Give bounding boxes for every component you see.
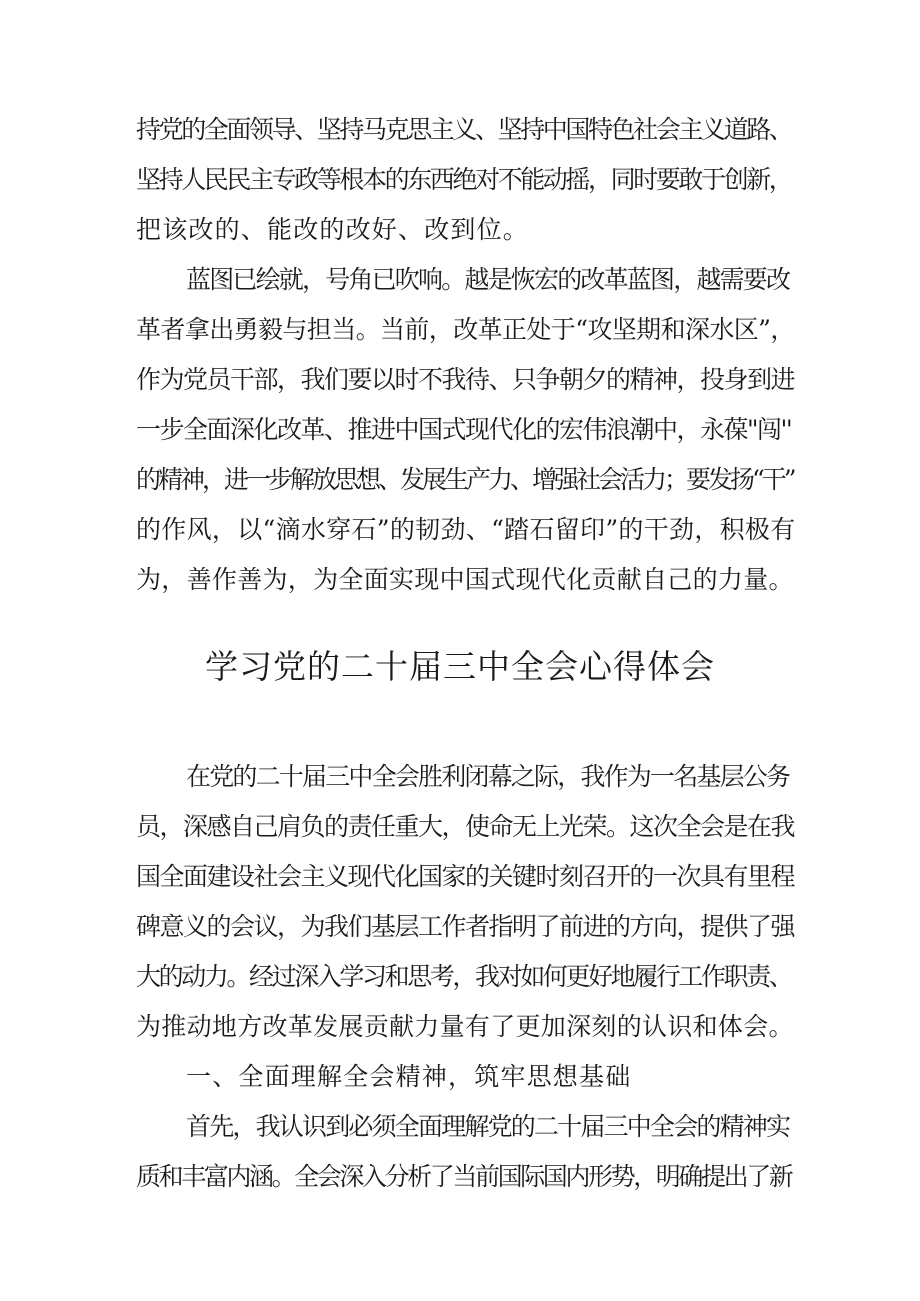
- paragraph-line: 把该改的、能改的改好、改到位。: [136, 215, 530, 244]
- paragraph-line: 的作风，以“滴水穿石”的韧劲、“踏石留印”的干劲，积极有: [136, 515, 796, 544]
- paragraph-line: 在党的二十届三中全会胜利闭幕之际，我作为一名基层公务: [186, 762, 790, 791]
- paragraph-line: 质和丰富内涵。全会深入分析了当前国际国内形势，明确提出了新: [136, 1162, 792, 1191]
- paragraph-line: 一步全面深化改革、推进中国式现代化的宏伟浪潮中，永葆"闯'': [136, 415, 792, 444]
- paragraph-line: 持党的全面领导、坚持马克思主义、坚持中国特色社会主义道路、: [136, 115, 792, 144]
- paragraph-line: 员，深感自己肩负的责任重大，使命无上光荣。这次全会是在我: [136, 812, 795, 841]
- paragraph-line: 国全面建设社会主义现代化国家的关键时刻召开的一次具有里程: [136, 862, 795, 891]
- paragraph-line: 为推动地方改革发展贡献力量有了更加深刻的认识和体会。: [136, 1012, 794, 1041]
- paragraph-line: 首先，我认识到必须全面理解党的二十届三中全会的精神实: [186, 1112, 790, 1141]
- paragraph-line: 大的动力。经过深入学习和思考，我对如何更好地履行工作职责、: [136, 962, 792, 991]
- section-heading: 一、全面理解全会精神，筑牢思想基础: [186, 1062, 632, 1091]
- paragraph-line: 为，善作善为，为全面实现中国式现代化贡献自己的力量。: [136, 565, 794, 594]
- paragraph-line: 作为党员干部，我们要以时不我待、只争朝夕的精神，投身到进: [136, 365, 795, 394]
- document-title: 学习党的二十届三中全会心得体会: [205, 647, 715, 686]
- paragraph-line: 坚持人民民主专政等根本的东西绝对不能动摇，同时要敢于创新，: [136, 165, 792, 194]
- paragraph-line: 碑意义的会议，为我们基层工作者指明了前进的方向，提供了强: [136, 912, 795, 941]
- paragraph-line: 的精神，进一步解放思想、发展生产力、增强社会活力；要发扬“干”: [136, 465, 794, 494]
- paragraph-line: 革者拿出勇毅与担当。当前，改革正处于“攻坚期和深水区”，: [136, 315, 795, 344]
- paragraph-line: 蓝图已绘就，号角已吹响。越是恢宏的改革蓝图，越需要改: [186, 265, 790, 294]
